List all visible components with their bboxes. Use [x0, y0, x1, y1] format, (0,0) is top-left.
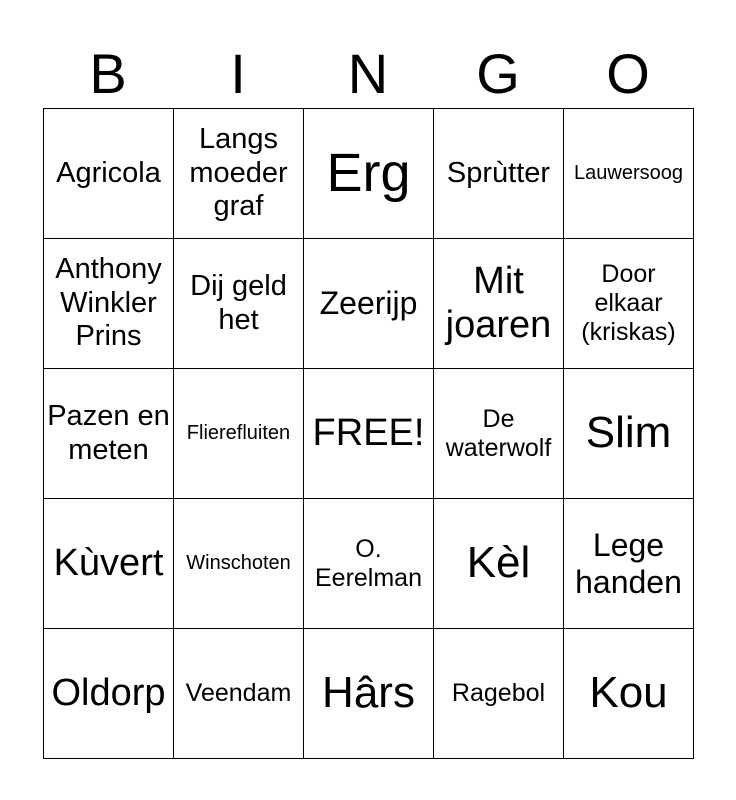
bingo-cell[interactable]: Kèl	[434, 499, 564, 629]
header-letter-g: G	[476, 42, 520, 105]
board-row	[44, 109, 694, 239]
bingo-cell[interactable]: Dij geld het	[174, 239, 304, 369]
bingo-cell[interactable]: Sprùtter	[434, 109, 564, 239]
bingo-cell[interactable]: Kou	[564, 629, 694, 759]
bingo-cell[interactable]: Hârs	[304, 629, 434, 759]
bingo-board	[43, 108, 694, 759]
bingo-cell[interactable]: Mit joaren	[434, 239, 564, 369]
bingo-header	[43, 40, 693, 108]
bingo-cell[interactable]: Langs moeder graf	[174, 109, 304, 239]
header-letter-o: O	[606, 42, 650, 105]
header-letter-b: B	[89, 42, 127, 105]
board-row	[44, 239, 694, 369]
bingo-cell[interactable]: Oldorp	[44, 629, 174, 759]
bingo-cell[interactable]: Lege handen	[564, 499, 694, 629]
bingo-cell[interactable]: De waterwolf	[434, 369, 564, 499]
bingo-cell[interactable]: Anthony Winkler Prins	[44, 239, 174, 369]
board-row	[44, 629, 694, 759]
bingo-cell[interactable]: Ragebol	[434, 629, 564, 759]
bingo-cell[interactable]: Slim	[564, 369, 694, 499]
bingo-cell[interactable]: Zeerijp	[304, 239, 434, 369]
bingo-cell[interactable]: Kùvert	[44, 499, 174, 629]
bingo-cell[interactable]: Winschoten	[174, 499, 304, 629]
header-letter-i: I	[230, 42, 246, 105]
bingo-cell[interactable]: Door elkaar (kriskas)	[564, 239, 694, 369]
bingo-cell[interactable]: Flierefluiten	[174, 369, 304, 499]
bingo-cell[interactable]: O. Eerelman	[304, 499, 434, 629]
free-space-cell[interactable]: FREE!	[304, 369, 434, 499]
bingo-cell[interactable]: Erg	[304, 109, 434, 239]
bingo-cell[interactable]: Agricola	[44, 109, 174, 239]
bingo-cell[interactable]: Lauwersoog	[564, 109, 694, 239]
header-letter-n: N	[347, 42, 389, 105]
board-row	[44, 369, 694, 499]
bingo-cell[interactable]: Veendam	[174, 629, 304, 759]
bingo-cell[interactable]: Pazen en meten	[44, 369, 174, 499]
board-row	[44, 499, 694, 629]
